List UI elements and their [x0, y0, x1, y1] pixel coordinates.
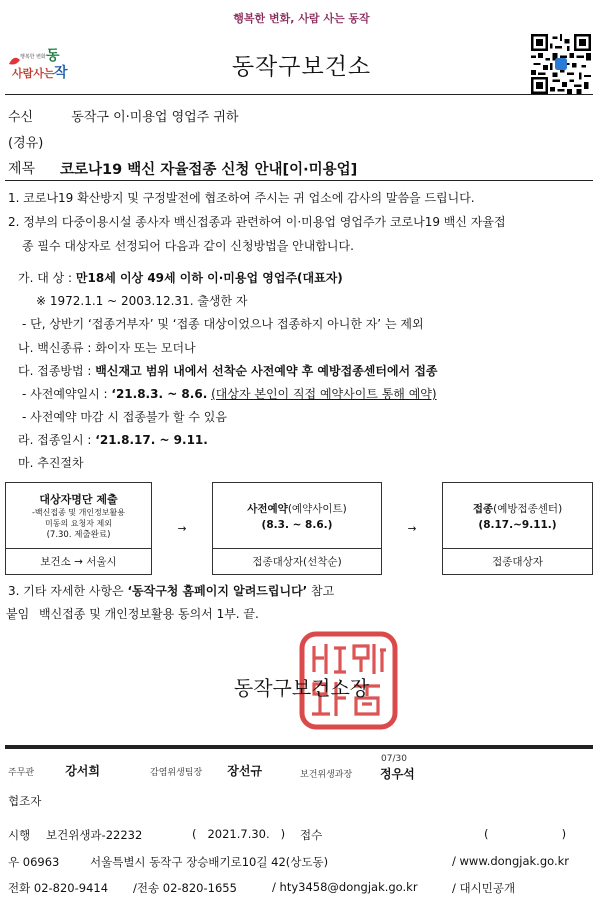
subject-label: 제목	[8, 161, 36, 177]
via-row	[8, 132, 43, 151]
step-3-title: 접종	[472, 502, 494, 515]
paragraph-3	[8, 582, 334, 600]
approver-1	[8, 760, 100, 779]
actor-1: 보건소 → 서울시	[6, 549, 152, 575]
item-ga-value: 만18세 이상 49세 이하 이·미용업 영업주(대표자)	[75, 271, 343, 285]
approver-1-name: 강서희	[65, 764, 100, 778]
svg-text:사람사는: 사람사는	[12, 67, 55, 80]
recipient: 동작구 이·미용업 영업주 귀하	[71, 110, 239, 125]
step-3-date: (8.17.~9.11.)	[478, 518, 557, 531]
item-da-label: 다. 접종방법 :	[18, 364, 92, 378]
step-1-title: 대상자명단 제출	[39, 492, 118, 506]
reservation-label: - 사전예약일시 :	[22, 387, 108, 401]
step-3-title-sub: (예방접종센터)	[493, 502, 563, 515]
svg-text:동: 동	[46, 48, 60, 64]
recipient-row	[8, 106, 239, 125]
step-2-date: (8.3. ~ 8.6.)	[261, 518, 333, 531]
item-na: 나. 백신종류 : 화이자 또는 모더나	[18, 341, 196, 355]
item-ra	[18, 431, 208, 449]
approver-3	[300, 762, 352, 781]
actor-3: 접종대상자	[443, 549, 593, 575]
paragraph-3-c: 참고	[307, 584, 335, 598]
disclosure: / 대시민공개	[452, 881, 516, 895]
step-2-title-sub: (예약사이트)	[287, 502, 347, 515]
website-link[interactable]: / www.dongjak.go.kr	[452, 854, 570, 868]
step-1-cell	[6, 483, 152, 549]
signature-bar	[5, 745, 593, 749]
item-ga	[18, 269, 343, 287]
step-2-title: 사전예약	[247, 502, 288, 515]
exec-date: ( 2021.7.30. )	[192, 827, 286, 841]
reservation-period	[22, 385, 437, 403]
arrow-2: →	[382, 483, 443, 575]
subject-divider	[5, 180, 593, 181]
qr-code	[531, 34, 591, 94]
approver-2	[150, 760, 262, 779]
item-ma: 마. 추진절차	[18, 456, 84, 470]
step-1-sub-1: -백신접종 및 개인정보활용	[32, 507, 125, 517]
header-divider	[5, 94, 593, 95]
via-label: (경유)	[8, 136, 44, 151]
paragraph-1: 1. 코로나19 확산방지 및 구정발전에 협조하여 주시는 귀 업소에 감사의 말씀을 드립니다.	[8, 191, 475, 205]
exec-label: 시행	[8, 828, 31, 842]
item-ra-value: ‘21.8.17. ~ 9.11.	[95, 433, 208, 447]
organization-name: 동작구보건소	[231, 54, 372, 80]
approver-3-date: 07/30	[381, 754, 407, 764]
subject: 코로나19 백신 자율접종 신청 안내[이·미용업]	[60, 162, 358, 178]
step-2-cell	[213, 483, 382, 549]
item-da-value: 백신재고 범위 내에서 선착순 사전예약 후 예방접종센터에서 접종	[95, 364, 438, 378]
reservation-date: ‘21.8.3. ~ 8.6.	[111, 387, 208, 401]
step-1-sub-2: 미동의 요청자 제외	[45, 518, 112, 528]
approver-3-title: 보건위생과장	[300, 770, 353, 780]
reservation-note: (대상자 본인이 직접 예약사이트 통해 예약)	[211, 387, 437, 401]
address: 서울특별시 동작구 장승배기로10길 42(상도동)	[90, 855, 329, 869]
approver-2-title: 감염위생팀장	[150, 768, 203, 778]
receipt-label: 접수	[300, 828, 323, 842]
recipient-label: 수신	[8, 110, 34, 125]
item-ga-note: ※ 1972.1.1 ~ 2003.12.31. 출생한 자	[36, 294, 248, 308]
item-ga-exception: - 단, 상반기 ‘접종거부자’ 및 ‘접종 대상이었으나 접종하지 아니한 자’ 는 제외	[22, 317, 424, 331]
svg-text:작: 작	[54, 65, 68, 81]
paragraph-3-b: ‘동작구청 홈페이지 알려드립니다’	[127, 584, 308, 598]
paragraph-2-line-1: 2. 정부의 다중이용시설 종사자 백신접종과 관련하여 이·미용업 영업주가 코로나19 백신 자율접	[8, 215, 506, 229]
attachment-text: 백신접종 및 개인정보활용 동의서 1부. 끝.	[39, 607, 259, 621]
arrow-1: →	[152, 483, 213, 575]
svg-text:행복한 변화: 행복한 변화	[20, 54, 46, 60]
exec-number: 보건위생과-22232	[46, 828, 143, 842]
chief-title: 동작구보건소장	[233, 676, 370, 700]
approver-1-title: 주무관	[8, 768, 35, 778]
process-table	[5, 482, 593, 575]
reservation-close-note: - 사전예약 마감 시 접종불가 할 수 있음	[22, 410, 227, 424]
email-link[interactable]: / hty3458@dongjak.go.kr	[272, 880, 418, 894]
attachment	[6, 605, 259, 623]
paragraph-2-line-2: 종 필수 대상자로 선정되어 다음과 같이 신청방법을 안내합니다.	[22, 239, 354, 253]
item-da	[18, 362, 438, 380]
receipt-value: ( )	[484, 827, 567, 841]
attachment-label: 붙임	[6, 607, 30, 621]
phone: 전화 02-820-9414	[8, 881, 109, 895]
actor-2: 접종대상자(선착순)	[213, 549, 382, 575]
approver-2-name: 장선규	[227, 764, 263, 778]
paragraph-3-a: 3. 기타 자세한 사항은	[8, 584, 128, 598]
cooperator-label: 협조자	[8, 794, 42, 808]
approver-3-name: 정우석	[380, 767, 415, 781]
step-1-sub-3: (7.30. 제출완료)	[46, 529, 111, 540]
item-ga-label: 가. 대 상 :	[18, 271, 73, 285]
step-3-cell	[443, 483, 593, 549]
zip-code: 우 06963	[8, 855, 60, 869]
fax: /전송 02-820-1655	[133, 881, 237, 895]
item-ra-label: 라. 접종일시 :	[18, 433, 92, 447]
slogan: 행복한 변화, 사람 사는 동작	[233, 12, 370, 25]
